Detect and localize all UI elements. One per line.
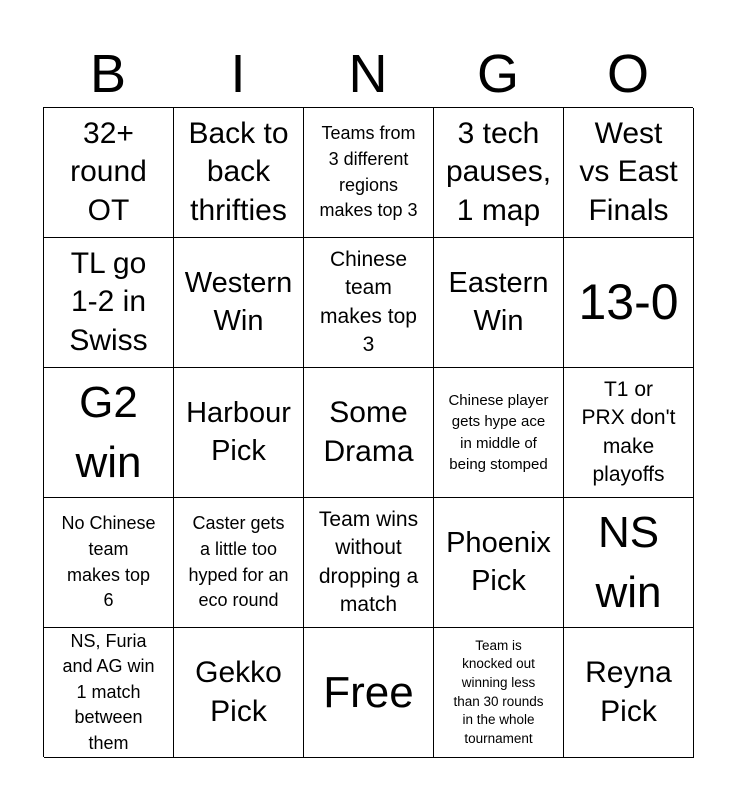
bingo-cell[interactable]	[304, 368, 434, 498]
bingo-cell[interactable]	[434, 238, 564, 368]
bingo-cell[interactable]	[564, 108, 694, 238]
bingo-cell[interactable]	[174, 368, 304, 498]
cell-text: Reyna Pick	[585, 656, 672, 728]
cell-text: TL go 1-2 in Swiss	[69, 246, 148, 357]
cell-text: G2 win	[75, 378, 142, 487]
bingo-cell[interactable]	[564, 498, 694, 628]
bingo-cell[interactable]	[434, 628, 564, 758]
cell-text: 32+ round OT	[70, 116, 147, 227]
bingo-cell[interactable]	[174, 108, 304, 238]
bingo-cell[interactable]	[304, 238, 434, 368]
cell-text: West vs East Finals	[579, 116, 678, 227]
header-letter-b: B	[89, 44, 127, 104]
header-letter-i: I	[230, 44, 246, 104]
cell-text: NS win	[595, 508, 662, 617]
bingo-cell[interactable]	[564, 628, 694, 758]
cell-text: Team is knocked out winning less than 30 rounds in the whole tournament	[453, 637, 544, 746]
bingo-cell[interactable]	[174, 498, 304, 628]
header-letter-g: G	[476, 44, 519, 104]
bingo-cell[interactable]	[304, 498, 434, 628]
cell-text: Western Win	[184, 266, 293, 337]
bingo-grid	[43, 107, 693, 757]
cell-text: Team wins without dropping a match	[318, 507, 419, 616]
bingo-cell[interactable]	[564, 368, 694, 498]
bingo-cell[interactable]	[564, 238, 694, 368]
header-letter-n: N	[348, 44, 388, 104]
cell-text: Harbour Pick	[186, 396, 291, 467]
bingo-cell[interactable]	[44, 498, 174, 628]
cell-text: 13-0	[578, 273, 679, 330]
header-letter-o: O	[606, 44, 649, 104]
cell-text: NS, Furia and AG win 1 match between them	[62, 630, 155, 753]
bingo-cell[interactable]	[44, 628, 174, 758]
cell-text: Chinese player gets hype ace in middle of being stomped	[448, 391, 549, 473]
bingo-cell[interactable]	[174, 238, 304, 368]
cell-text: Back to back thrifties	[188, 116, 289, 227]
cell-text: T1 or PRX don't make playoffs	[581, 377, 676, 486]
bingo-header	[43, 40, 693, 108]
cell-text: Teams from 3 different regions makes top 3	[319, 123, 418, 221]
bingo-cell[interactable]	[434, 368, 564, 498]
bingo-cell[interactable]	[174, 628, 304, 758]
cell-text: Some Drama	[323, 396, 414, 468]
bingo-cell[interactable]	[304, 108, 434, 238]
cell-text: Eastern Win	[448, 266, 549, 337]
bingo-cell[interactable]	[44, 108, 174, 238]
bingo-cell[interactable]	[434, 498, 564, 628]
cell-text: No Chinese team makes top 6	[61, 513, 156, 611]
cell-text: Free	[323, 667, 414, 717]
cell-text: 3 tech pauses, 1 map	[445, 116, 552, 227]
bingo-cell-free[interactable]	[304, 628, 434, 758]
bingo-cell[interactable]	[44, 238, 174, 368]
cell-text: Phoenix Pick	[446, 526, 551, 597]
bingo-cell[interactable]	[434, 108, 564, 238]
cell-text: Gekko Pick	[195, 656, 282, 728]
cell-text: Caster gets a little too hyped for an eco round	[188, 513, 289, 611]
cell-text: Chinese team makes top 3	[320, 247, 417, 356]
bingo-cell[interactable]	[44, 368, 174, 498]
